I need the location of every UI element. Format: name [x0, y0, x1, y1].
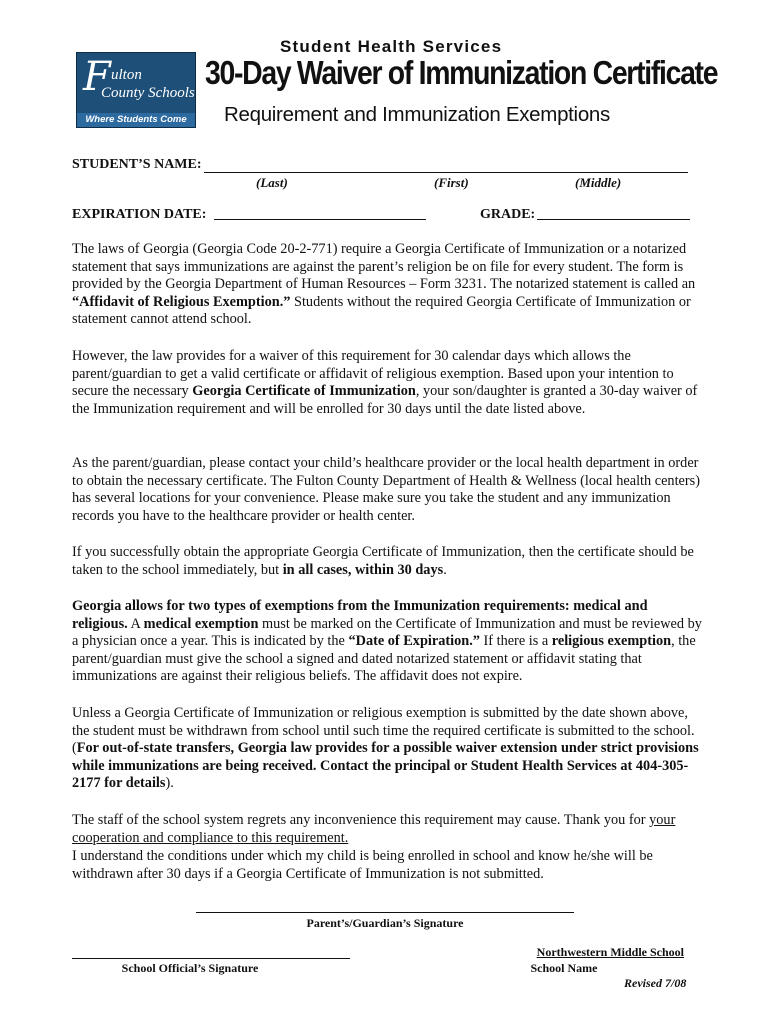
parent-signature-label: Parent’s/Guardian’s Signature — [306, 916, 464, 930]
p1-text-c: Students without the required Georgia Certificate of Immunization or statement cannot attend school. — [72, 293, 691, 328]
p5-text-g: religious exemption — [551, 633, 672, 650]
p6-text-c: ). — [165, 775, 174, 792]
p4-text-a: If you successfully obtain the appropriate Georgia Certificate of Immunization, then the certificate should be taken to the school immediately, but — [72, 544, 694, 578]
school-name-value[interactable]: Northwestern Middle School — [536, 945, 684, 959]
paragraph-georgia-law — [72, 241, 702, 329]
paragraph-contact-provider: As the parent/guardian, please contact your child’s healthcare provider or the local health department in order to obtain the necessary certificate. The Fulton County Department of Health & Wellness (local health centers) has several locations for your convenience. Please make sure you take the student and any immunization records you have to the healthcare provider or health center. — [72, 455, 700, 524]
p5-text-b: A — [127, 615, 144, 632]
logo-mark: F — [83, 54, 111, 100]
paragraph-obtain-certificate — [72, 544, 702, 579]
paragraph-waiver — [72, 348, 702, 418]
student-name-label: STUDENT’S NAME: — [72, 157, 202, 172]
p6-text-a: Unless a Georgia Certificate of Immunization or religious exemption is submitted by the date shown above, the student must be withdrawn from school until such time the required certificate is submitted to the school. ( — [72, 705, 695, 757]
expiration-date-field[interactable] — [214, 219, 426, 220]
p5-text-a: Georgia allows for two types of exemptions from the Immunization requirements: medical and religious. — [72, 598, 648, 632]
p1-text-a: The laws of Georgia (Georgia Code 20-2-771) require a Georgia Certificate of Immunization or a notarized statement that says immunizations are against the parent’s religion be on file for every student. The form is provided by the Georgia Department of Human Resources – Form 3231. The notarized statement is called an — [72, 241, 696, 293]
p5-text-h: , the parent/guardian must give the school a signed and dated notarized statement or affidavit stating that immunizations are against their religious beliefs. The affidavit does not expire. — [72, 633, 696, 685]
p7-text-b: your cooperation and compliance to this requirement. — [72, 812, 676, 846]
p6-text-b: For out-of-state transfers, Georgia law provides for a possible waiver extension under strict provisions while immunizations are being received. Contact the principal or Student Health Services at 404-305-2177 for details — [72, 740, 699, 792]
p2-text-a: However, the law provides for a waiver of this requirement for 30 calendar days which allows the parent/guardian to get a valid certificate or affidavit of religious exemption. Based upon your intention to secure the necessary — [72, 348, 674, 400]
p4-text-b: in all cases, within 30 days — [282, 561, 444, 578]
grade-label: GRADE: — [480, 207, 536, 222]
student-name-field[interactable] — [204, 172, 688, 173]
p7-text-a: The staff of the school system regrets any inconvenience this requirement may cause. Thank you for — [72, 812, 650, 828]
p5-text-d: must be marked on the Certificate of Immunization and must be reviewed by a physician once a year. This is indicated by the — [72, 615, 702, 650]
logo-text-line1: ulton — [111, 67, 142, 83]
grade-field[interactable] — [537, 219, 690, 220]
department-heading: Student Health Services — [280, 37, 503, 56]
logo-text-line2: County Schools — [101, 85, 195, 101]
p1-text-b: “Affidavit of Religious Exemption.” — [72, 293, 291, 310]
paragraph-regrets — [72, 812, 702, 847]
fulton-county-schools-logo — [76, 52, 196, 139]
parent-signature-line[interactable] — [196, 912, 574, 913]
middle-name-caption: (Middle) — [575, 175, 622, 190]
page-subtitle: Requirement and Immunization Exemptions — [224, 103, 610, 126]
official-signature-label: School Official’s Signature — [121, 961, 259, 975]
expiration-date-label: EXPIRATION DATE: — [72, 207, 207, 222]
school-name-label: School Name — [530, 961, 598, 975]
p2-text-b: Georgia Certificate of Immunization — [192, 383, 416, 400]
revision-date: Revised 7/08 — [624, 976, 687, 990]
first-name-caption: (First) — [434, 175, 469, 190]
paragraph-exemptions — [72, 598, 702, 686]
p4-text-c: . — [443, 561, 447, 578]
last-name-caption: (Last) — [256, 175, 288, 190]
p5-text-e: “Date of Expiration.” — [348, 633, 480, 650]
official-signature-line[interactable] — [72, 958, 350, 959]
p2-text-c: , your son/daughter is granted a 30-day waiver of the Immunization requirement and will be enrolled for 30 days until the date listed above. — [72, 383, 698, 417]
paragraph-withdrawal — [72, 705, 702, 793]
p5-text-c: medical exemption — [143, 615, 259, 632]
logo-tagline: Where Students Come First — [77, 113, 195, 127]
p5-text-f: If there is a — [479, 633, 552, 650]
page-title: 30-Day Waiver of Immunization Certificate — [205, 54, 718, 91]
paragraph-acknowledgement: I understand the conditions under which my child is being enrolled in school and know he/she will be withdrawn after 30 days if a Georgia Certificate of Immunization is not submitted. — [72, 848, 653, 882]
